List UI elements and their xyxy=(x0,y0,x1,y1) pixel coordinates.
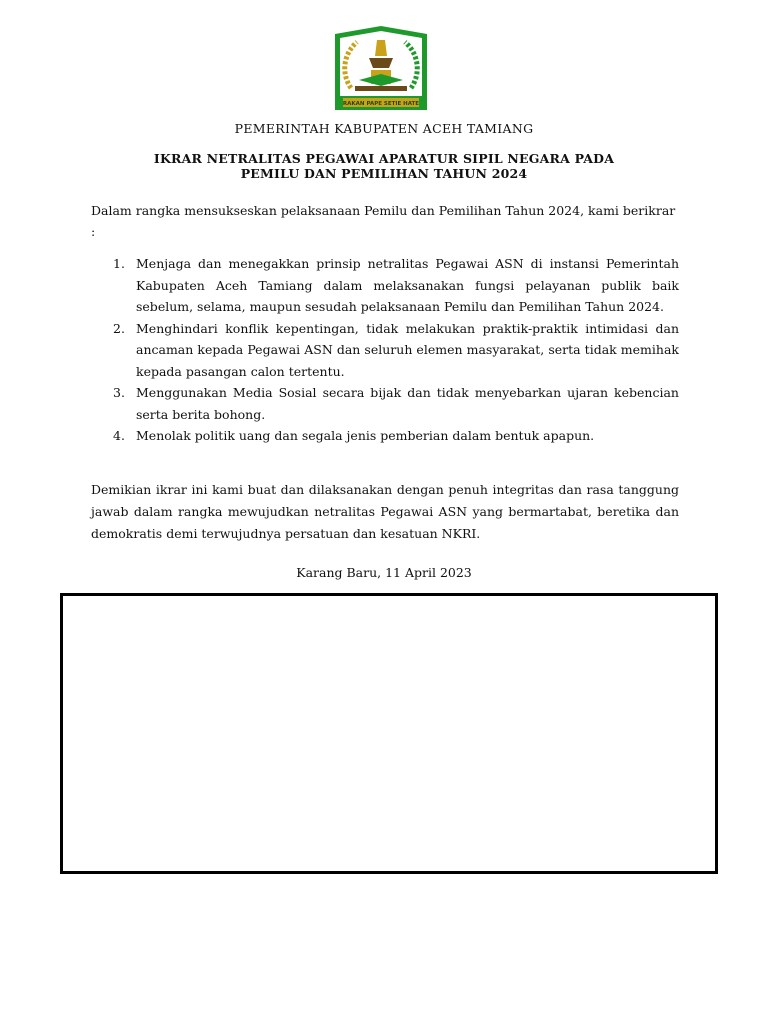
emblem-banner-text: RAKAN PAPE SETIE HATE xyxy=(342,101,420,107)
pledge-number: 1. xyxy=(113,256,125,271)
pledge-item xyxy=(91,253,679,318)
pledge-text: Menghindari konflik kepentingan, tidak melakukan praktik-praktik intimidasi dan ancaman kepada Pegawai ASN dan seluruh elemen masyarakat, serta tidak memihak kepada pasangan calon tertentu. xyxy=(136,320,679,379)
regency-emblem-logo xyxy=(331,24,431,114)
emblem-icon xyxy=(331,24,431,114)
closing-paragraph: Demikian ikrar ini kami buat dan dilaksanakan dengan penuh integritas dan rasa tanggung jawab dalam rangka mewujudkan netralitas Pegawai ASN yang bermartabat, beretika dan demokratis demi terwujudnya persatuan dan kesatuan NKRI. xyxy=(91,482,679,541)
government-heading: PEMERINTAH KABUPATEN ACEH TAMIANG xyxy=(234,121,534,136)
document-title xyxy=(100,151,668,181)
pledge-text: Menggunakan Media Sosial secara bijak dan tidak menyebarkan ujaran kebencian serta berita bohong. xyxy=(136,385,679,422)
title-line-1: IKRAR NETRALITAS PEGAWAI APARATUR SIPIL NEGARA PADA xyxy=(153,151,615,166)
signature-box xyxy=(60,593,718,874)
pledge-item xyxy=(91,425,679,447)
pledge-item xyxy=(91,318,679,383)
pledge-number: 2. xyxy=(113,320,125,336)
pledge-text: Menjaga dan menegakkan prinsip netralitas Pegawai ASN di instansi Pemerintah Kabupaten Aceh Tamiang dalam melaksanakan fungsi pelayanan publik baik sebelum, selama, maupun sesudah pelaksanaan Pemilu dan Pemilihan Tahun 2024. xyxy=(136,256,679,314)
title-line-2: PEMILU DAN PEMILIHAN TAHUN 2024 xyxy=(240,166,528,181)
place-date: Karang Baru, 11 April 2023 xyxy=(296,565,472,580)
pledge-list xyxy=(91,253,679,447)
pledge-number: 3. xyxy=(113,385,125,400)
pledge-item xyxy=(91,382,679,425)
emblem-monument xyxy=(375,40,387,56)
pledge-text: Menolak politik uang dan segala jenis pemberian dalam bentuk apapun. xyxy=(136,428,595,443)
intro-paragraph: Dalam rangka mensukseskan pelaksanaan Pemilu dan Pemilihan Tahun 2024, kami berikrar : xyxy=(91,203,676,239)
emblem-monument-roof xyxy=(369,58,393,68)
pledge-number: 4. xyxy=(113,428,125,443)
emblem-ground xyxy=(355,86,407,91)
